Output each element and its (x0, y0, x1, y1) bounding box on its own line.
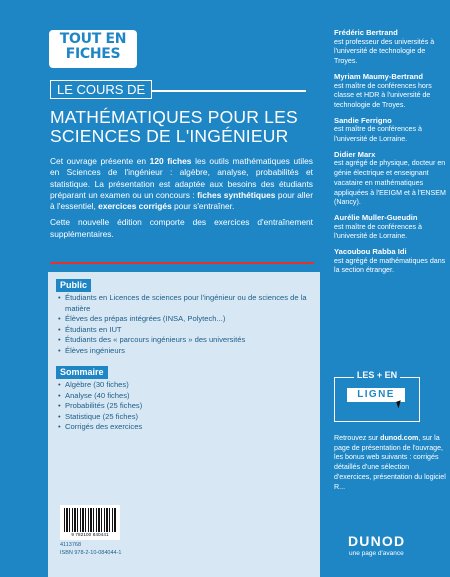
author-bio: est agrégé de mathématiques dans la section étranger. (334, 256, 446, 275)
public-list (58, 293, 316, 357)
list-item: • Élèves des prépas intégrées (INSA, Polytech...) (58, 314, 316, 325)
author-entry (334, 247, 446, 276)
online-badge-top: LES + EN (354, 370, 400, 380)
list-item: • Élèves ingénieurs (58, 346, 316, 357)
series-logo (49, 30, 137, 68)
publisher-tagline: une page d'avance (349, 550, 404, 557)
list-item: • Étudiants en IUT (58, 325, 316, 336)
sommaire-heading: Sommaire (56, 366, 108, 379)
authors-column (334, 28, 446, 281)
public-heading: Public (56, 279, 91, 292)
cursor-icon (396, 399, 408, 409)
isbn: ISBN 978-2-10-084044-1 (60, 550, 122, 556)
intro-paragraph-2: Cette nouvelle édition comporte des exercices d'entraînement supplémentaires. (50, 217, 313, 239)
list-item: • Analyse (40 fiches) (58, 391, 316, 402)
author-bio: est agrégé de physique, docteur en génie électrique et enseignant vacataire en mathématiques appliquées à l'EEIGM et à l'ENSEM (Nancy). (334, 159, 446, 207)
online-bonus-badge (334, 370, 420, 422)
author-bio: est maître de conférences hors classe et HDR à l'université de technologie de Troyes. (334, 81, 432, 109)
list-item: • Algèbre (30 fiches) (58, 380, 316, 391)
online-badge-bottom: LIGNE (347, 388, 405, 402)
author-name: Myriam Maumy-Bertrand (334, 71, 424, 81)
series-label-rule (151, 90, 306, 92)
author-bio: est maître de conférences à l'université de Lorraine. (334, 125, 422, 144)
author-name: Yacoubou Rabba Idi (334, 247, 407, 257)
author-entry (334, 213, 446, 242)
intro-text (50, 156, 313, 245)
list-item: • Corrigés des exercices (58, 422, 316, 433)
online-bonus-text: Retrouvez sur dunod.com, sur la page de présentation de l'ouvrage, les bonus web suivants : corrigés détaillés d'une sélection d'exercices, présentation du logiciel R... (334, 434, 446, 491)
sommaire-list (58, 380, 316, 433)
series-logo-line2: FICHES (65, 46, 121, 62)
author-name: Sandie Ferrigno (334, 115, 392, 125)
list-item: • Probabilités (25 fiches) (58, 401, 316, 412)
accent-divider (50, 262, 314, 264)
list-item: • Étudiants des « parcours ingénieurs » des universités (58, 335, 316, 346)
barcode-bars (64, 508, 116, 532)
barcode-number: 9 782100 840441 (71, 532, 109, 537)
list-item: • Étudiants en Licences de sciences pour l'ingénieur ou de sciences de la matière (58, 293, 316, 314)
author-entry (334, 150, 446, 208)
author-entry (334, 116, 446, 145)
product-code: 4113768 (60, 542, 82, 548)
publisher-logo: DUNOD (348, 533, 406, 549)
series-label: LE COURS DE (50, 80, 152, 99)
author-name: Frédéric Bertrand (334, 28, 398, 37)
series-logo-line1: TOUT EN (59, 31, 127, 47)
list-item: • Statistique (25 fiches) (58, 412, 316, 423)
author-name: Aurélie Muller-Gueudin (334, 212, 418, 222)
barcode (60, 505, 120, 540)
intro-paragraph-1: Cet ouvrage présente en 120 fiches les outils mathématiques utiles en Sciences de l'ingénieur : algèbre, analyse, probabilités et statistique. La présentation est adaptée aux besoins des étudiants préparant un examen ou un concours : fiches synthétiques pour aller à l'essentiel, exercices corrigés pour s'entraîner. (50, 156, 313, 212)
author-entry (334, 72, 446, 111)
author-bio: est maître de conférences à l'université de Lorraine. (334, 222, 422, 241)
author-entry (334, 28, 446, 67)
book-title: MATHÉMATIQUES POUR LES SCIENCES DE L'INGÉNIEUR (50, 107, 298, 146)
author-name: Didier Marx (334, 149, 376, 159)
author-bio: est professeur des universités à l'université de technologie de Troyes. (334, 37, 435, 66)
